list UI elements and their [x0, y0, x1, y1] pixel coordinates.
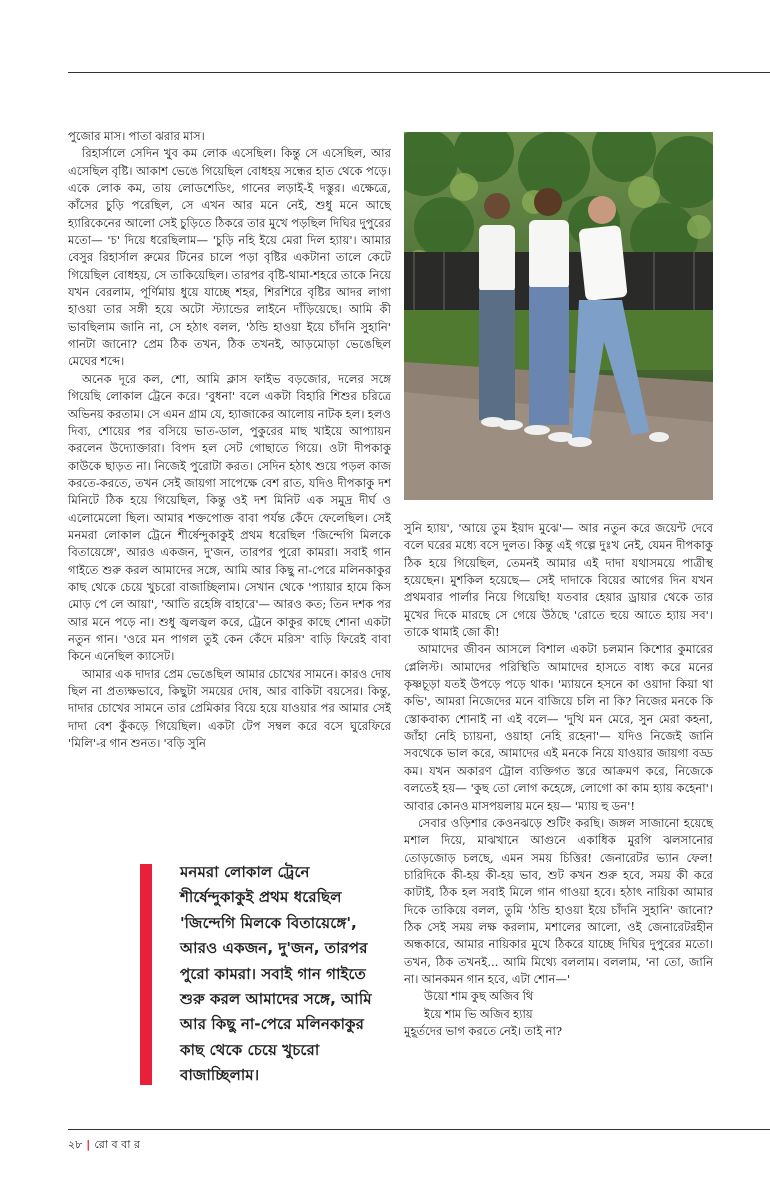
paragraph: পুজোর মাস। পাতা ঝরার মাস। — [68, 129, 205, 143]
page-number: ২৮ — [68, 1138, 83, 1151]
header-rule — [68, 72, 770, 73]
paragraph: আমাদের জীবন আসলে বিশাল একটা চলমান কিশোর কুমারের প্লেলিস্ট। আমাদের পরিস্থিতি আমাদের হাসতে বাধ্য করে মনের কৃষ্ণচূড়া যতই উপড়ে পড়ে থাক। 'ম্যায়নে হসনে কা ওয়াদা কিয়া থা কভি', আমরা নিজেদের মনে বাজিয়ে চলি না কি? নিজের মনকে কি স্তোকবাক্য শোনাই না এই বলে— 'দুখি মন মেরে, সুন মেরা কহনা, জাঁহা নেহি চ্যায়না, ওয়াহা নেহি রহেনা'— যদিও নিজেই জানি সবথেকে ভাল করে, আমাদের এই মনকে নিয়ে যাওয়ার জায়গা বড্ড কম। যখন অকারণ ট্রোল ব্যক্তিগত স্তরে আক্রমণ করে, নিজেকে বলতেই হয়— 'কুছ তো লোগ কহেঙ্গে, লোগো কা কাম হ্যায় কহেনা'। আবার কোনও মাসপয়লায় মনে হয়— 'ম্যায় হু ডন'! — [404, 642, 713, 813]
article-column-right — [404, 520, 713, 1040]
song-lyrics — [404, 988, 713, 1023]
magazine-name: রো ব বা র — [94, 1138, 141, 1151]
paragraph: আমার এক দাদার প্রেম ভেঙেছিল আমার চোখের সামনে। কারও দোষ ছিল না প্রত্যক্ষভাবে, কিছুটা সময়ের দোষ, আর বাকিটা বয়সের। কিন্তু, দাদার চোখের সামনে তার প্রেমিকার বিয়ে হয়ে যাওয়ার পর আমার সেই দাদা বেশ কুঁকড়ে গিয়েছিল। একটা টেপ সম্বল করে বসে ঘুরেফিরে 'মিলি'-র গান শুনত। 'বড়ি সুনি — [68, 666, 391, 751]
paragraph: অনেক দূরে কল, শো, আমি ক্লাস ফাইভ বড়জোর, দলের সঙ্গে গিয়েছি লোকাল ট্রেনে করে। 'বুধনা' বলে একটা বিহারি শিশুর চরিত্রে অভিনয় করতাম। সে এমন গ্রাম যে, হ্যাজাকের আলোয় নাটক হল। হলও দিব্য, শোয়ের পর বসিয়ে ভাত-ডাল, পুকুরের মাছ খাইয়ে আপ্যায়ন করলেন উদ্যোক্তারা। বিপদ হল সেট গোছাতে গিয়ে। ওটা দীপকাকু কাউকে ছাড়ত না। নিজেই পুরোটা করত। সেদিন হঠাৎ শুয়ে পড়ল কাজ করতে-করতে, তখন সেই জায়গা সাপেক্ষে বেশ রাত, যদিও দীপকাকু দশ মিনিটে ঠিক হয়ে গিয়েছিল, কিন্তু ওই দশ মিনিট এক সমুদ্র দীর্ঘ ও এলোমেলো ছিল। আমার শক্তপোক্ত বাবা পর্যন্ত কেঁদে ফেলেছিল। সেই মনমরা লোকাল ট্রেনে শীর্ষেন্দুকাকুই প্রথম ধরেছিল 'জিন্দেগি মিলকে বিতায়েঙ্গে', আরও একজন, দু'জন, তারপর পুরো কামরা। সবাই গান গাইতে শুরু করল আমাদের সঙ্গে, আমি আর কিছু না-পেরে মলিনকাকুর কাছ থেকে চেয়ে খুচরো বাজাচ্ছিলাম। সেখান থেকে 'প্যায়ার হামে কিস মোড় পে লে আয়া', 'আতি রহেঙ্গি বাহারে'— আরও কত; তিন দশক পর আর মনে পড়ে না। শুধু জ্বলজ্বল করে, ট্রেনে কাকুর কাছে শোনা একটা নতুন গান। 'ওরে মন পাগল তুই কেন কেঁদে মরিস' বাড়ি ফিরেই বাবা কিনে এনেছিল ক্যাসেট। — [68, 371, 391, 664]
paragraph: রিহার্সালে সেদিন খুব কম লোক এসেছিল। কিন্তু সে এসেছিল, আর এসেছিল বৃষ্টি। আকাশ ভেঙে গিয়েছিল বোধহয় সন্ধের হাত থেকে পড়ে। একে লোক কম, তায় লোডশেডিং, গানের লড়াই-ই দস্তুর। এক্ষেত্রে, কাঁসের চুড়ি পরেছিল, সে এখন আর মনে নেই, শুধু মনে আছে হ্যারিকেনের আলো সেই চুড়িতে ঠিকরে তার মুখে পড়ছিল দিঘির দুপুরের মতো— 'চ' দিয়ে ধরেছিলাম— 'চুড়ি নহি ইয়ে মেরা দিল হ্যায়'। আমার বেসুর রিহার্সাল রুমের টিনের চালে পড়া বৃষ্টির একটানা তালে কেটে গিয়েছিল বোধহয়, সে তাকিয়েছিল। তারপর বৃষ্টি-থামা-শহরে তাকে নিয়ে যখন বেরলাম, পূর্ণিমায় ধুয়ে যাচ্ছে শহর, শিরশিরে বৃষ্টির আদর লাগা হাওয়া তার সঙ্গী হয়ে অটো স্ট্যান্ডের লাইনে দাঁড়িয়েছে। আমি কী ভাবছিলাম জানি না, সে হঠাৎ বলল, 'ঠন্ডি হাওয়া ইয়ে চাঁদনি সুহানি' গানটা জানো? প্রেম ঠিক তখন, ঠিক তখনই, আড়মোড়া ভেঙেছিল মেঘের শব্দে। — [68, 146, 391, 369]
page-footer — [68, 1136, 140, 1155]
closing-line: মুহূর্তদের ভাগ করতে নেই। তাই না? — [404, 1023, 563, 1038]
article-photo — [404, 132, 713, 500]
footer-rule — [68, 1129, 770, 1130]
pull-quote-text: মনমরা লোকাল ট্রেনে শীর্ষেন্দুকাকুই প্রথম ধরেছিল 'জিন্দেগি মিলকে বিতায়েঙ্গে', আরও একজন, দু'জন, তারপর পুরো কামরা। সবাই গান গাইতে শুরু করল আমাদের সঙ্গে, আমি আর কিছু না-পেরে মলিনকাকুর কাছ থেকে চেয়ে খুচরো বাজাচ্ছিলাম। — [180, 863, 372, 1085]
footer-separator: | — [86, 1138, 91, 1151]
article-column-left — [68, 128, 391, 752]
pull-quote-accent-bar — [140, 864, 152, 1085]
lyric-line: ইয়ে শাম ভি অজিব হ্যায় — [424, 1006, 533, 1021]
pull-quote — [140, 860, 380, 1086]
paragraph: সুনি হ্যায়', 'আয়ে তুম ইয়াদ মুঝে'— আর নতুন করে জয়েন্ট দেবে বলে ঘরের মধ্যে বসে দুলত। কিন্তু এই গল্পে দুঃখ নেই, যেমন দীপকাকু ঠিক হয়ে গিয়েছিল, তেমনই আমার এই দাদা যথাসময়ে পাত্রীস্থ হয়েছেন। মুশকিল হয়েছে— সেই দাদাকে বিয়ের আগের দিন যখন প্রথমবার পার্লার নিয়ে গিয়েছি! যতবার হেয়ার ড্রায়ার থেকে তার মুখের দিকে মারছে সে গেয়ে উঠছে 'রোতে হুয়ে আতে হ্যায় সব'। তাকে থামাই জো কী! — [404, 521, 713, 640]
lyric-line: উয়ো শাম কুছ অজিব থি — [424, 989, 534, 1004]
paragraph: সেবার ওড়িশার কেওনঝড়ে শুটিং করছি। জঙ্গল সাজানো হয়েছে মশাল দিয়ে, মাঝখানে আগুনে একাধিক মুরগি ঝলসানোর তোড়জোড় চলছে, এমন সময় চিত্তির! জেনারেটর ভ্যান ফেল! চারিদিকে কী-হয় কী-হয় ভাব, শুট কখন শুরু হবে, সময় কী করে কাটাই, ঠিক হল সবাই মিলে গান গাওয়া হবে। হঠাৎ নায়িকা আমার দিকে তাকিয়ে বলল, তুমি 'ঠন্ডি হাওয়া ইয়ে চাঁদনি সুহানি' জানো? ঠিক সেই সময় লক্ষ করলাম, মশালের আলো, ওই জেনারেটরহীন অন্ধকারে, আমার নায়িকার মুখে ঠিকরে যাচ্ছে দিঘির দুপুরের মতো। তখন, ঠিক তখনই... আমি মিথ্যে বললাম। বললাম, 'না তো, জানি না। আনকমন গান হবে, এটা শোন—' — [404, 815, 713, 986]
